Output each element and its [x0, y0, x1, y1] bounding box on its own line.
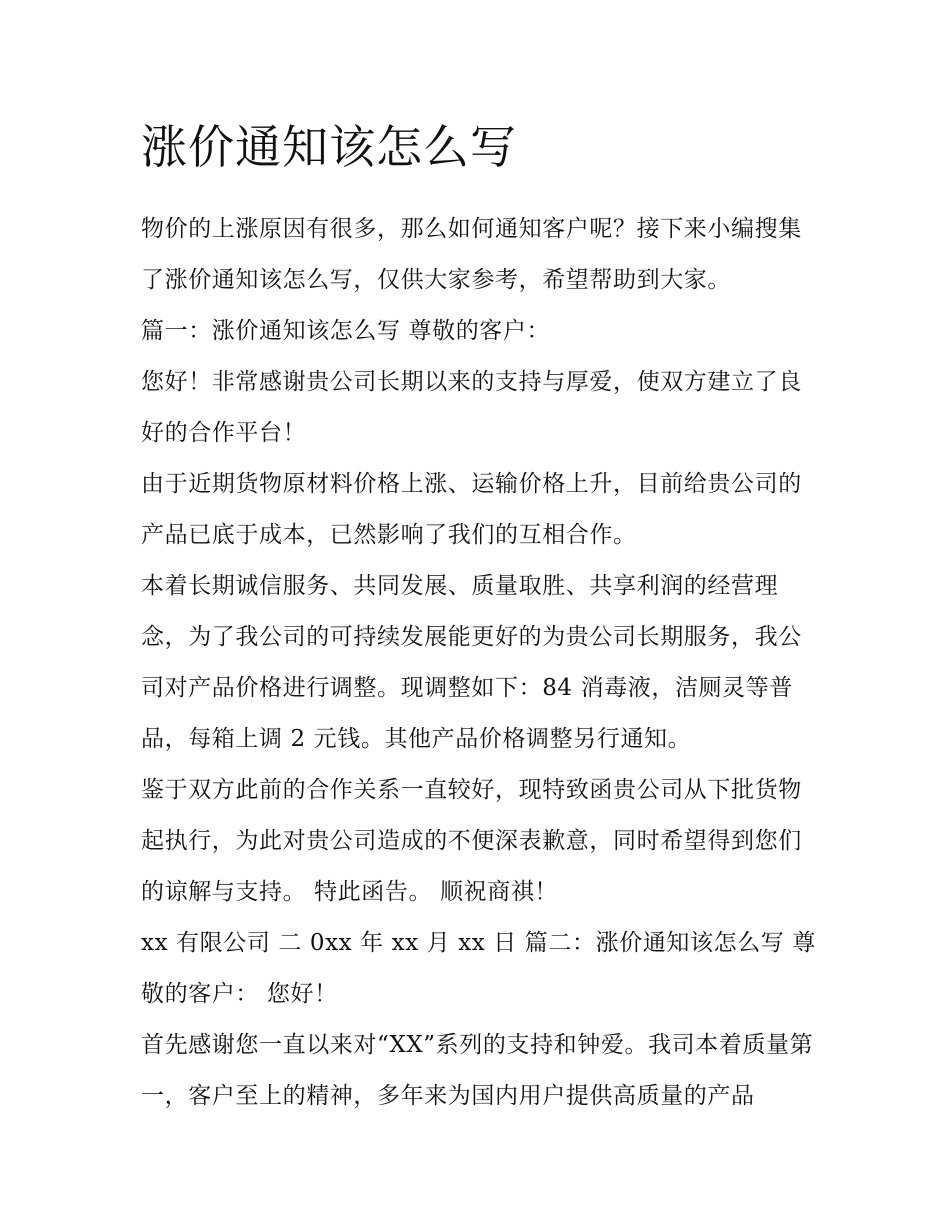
section-one-heading: 篇一：涨价通知该怎么写 尊敬的客户：	[141, 318, 551, 344]
intro-paragraph: 物价的上涨原因有很多，那么如何通知客户呢？接下来小编搜集了涨价通知该怎么写，仅供大家参考，希望帮助到大家。	[141, 216, 802, 293]
greeting-paragraph: 您好！非常感谢贵公司长期以来的支持与厚爱，使双方建立了良好的合作平台！	[141, 369, 802, 446]
signature-paragraph: xx 有限公司 二 0xx 年 xx 月 xx 日 篇二：涨价通知该怎么写 尊敬的客户： 您好！	[141, 930, 816, 1007]
document-title: 涨价通知该怎么写	[141, 120, 517, 174]
adjustment-paragraph: 本着长期诚信服务、共同发展、质量取胜、共享利润的经营理念，为了我公司的可持续发展能更好的为贵公司长期服务，我公司对产品价格进行调整。现调整如下：84 消毒液，洁厕灵等普品，每箱上调 2 元钱。其他产品价格调整另行通知。	[141, 573, 802, 752]
closing-paragraph: 鉴于双方此前的合作关系一直较好，现特致函贵公司从下批货物起执行，为此对贵公司造成的不便深表歉意，同时希望得到您们的谅解与支持。 特此函告。 顺祝商祺！	[141, 777, 802, 905]
section-two-paragraph: 首先感谢您一直以来对“XX”系列的支持和钟爱。我司本着质量第一，客户至上的精神，多年来为国内用户提供高质量的产品	[141, 1032, 814, 1109]
reason-paragraph: 由于近期货物原材料价格上涨、运输价格上升，目前给贵公司的产品已底于成本，已然影响了我们的互相合作。	[141, 471, 802, 548]
